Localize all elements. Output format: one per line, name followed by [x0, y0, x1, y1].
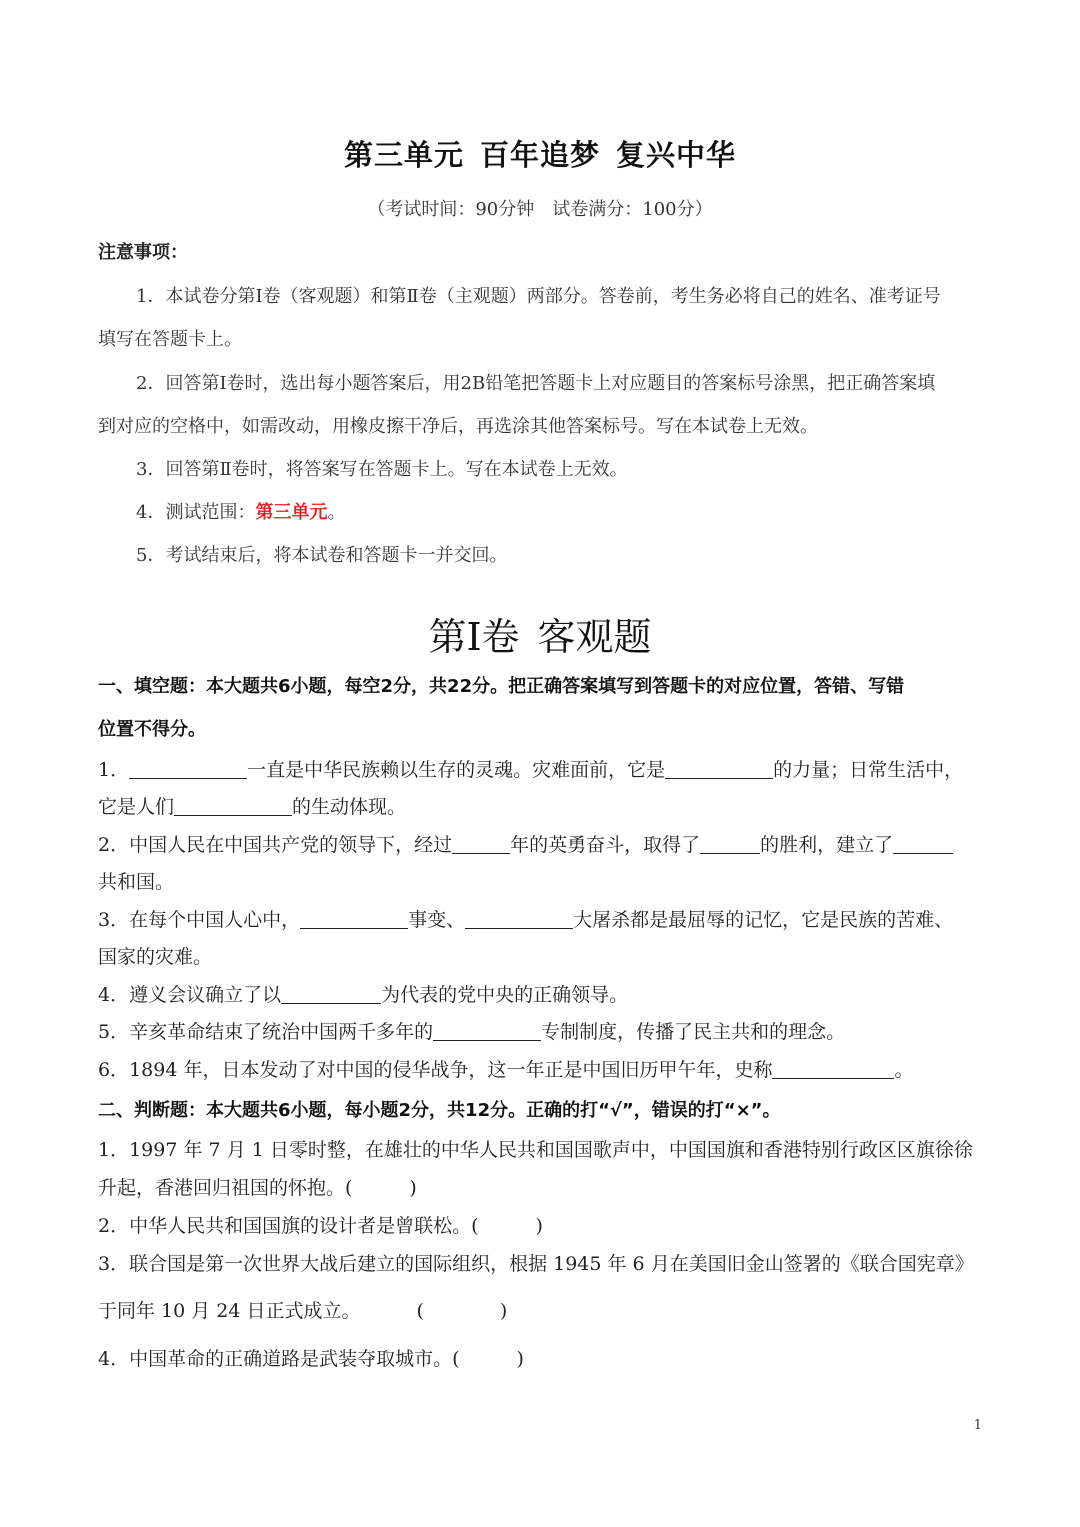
section-title-volume: 第Ⅰ卷 [428, 615, 520, 659]
q3-text-a: 3．在每个中国人心中， [98, 909, 301, 931]
judge-question-3: 3．联合国是第一次世界大战后建立的国际组织，根据 1945 年 6 月在美国旧金山签署的《联合国宪章》 [98, 1253, 974, 1275]
q2-text-b: 年的英勇奋斗，取得了 [510, 834, 701, 856]
fill-question-1 [98, 755, 963, 782]
fill-question-2-cont: 共和国。 [98, 871, 175, 893]
answer-blank[interactable] [129, 758, 247, 779]
notice-item-4-prefix: 4．测试范围： [136, 502, 256, 523]
title-theme-b: 复兴中华 [616, 138, 737, 172]
notice-item-4-suffix: 。 [327, 502, 346, 523]
answer-blank[interactable] [174, 795, 292, 816]
answer-blank[interactable] [772, 1058, 894, 1079]
notice-item-2-cont: 到对应的空格中，如需改动，用橡皮擦干净后，再选涂其他答案标号。写在本试卷上无效。 [98, 416, 818, 437]
answer-parens[interactable]: ( ) [416, 1300, 508, 1322]
judge-question-3-cont [98, 1296, 507, 1323]
judge-question-2: 2．中华人民共和国国旗的设计者是曾联松。( ) [98, 1215, 543, 1237]
answer-blank[interactable] [665, 758, 773, 779]
q1-text-c: 它是人们 [98, 796, 175, 818]
fill-question-4 [98, 980, 628, 1007]
judge-question-4: 4．中国革命的正确道路是武装夺取城市。( ) [98, 1348, 524, 1370]
fill-question-3-cont: 国家的灾难。 [98, 946, 213, 968]
title-unit: 第三单元 [343, 138, 464, 172]
q2-text-a: 2．中国人民在中国共产党的领导下，经过 [98, 834, 453, 856]
q3-text-b: 事变、 [408, 909, 466, 931]
fill-section-heading: 一、填空题：本大题共6小题，每空2分，共22分。把正确答案填写到答题卡的对应位置，答错、写错 [98, 676, 905, 697]
q3-text-c: 大屠杀都是最屈辱的记忆，它是民族的苦难、 [573, 909, 954, 931]
q6-text-b: 。 [894, 1059, 914, 1081]
fill-section-heading-cont: 位置不得分。 [98, 719, 206, 740]
q1-text-b: 的力量；日常生活中， [773, 759, 964, 781]
fill-question-5 [98, 1017, 845, 1044]
answer-blank[interactable] [893, 833, 953, 854]
page-number: 1 [973, 1418, 982, 1433]
notice-item-5: 5．考试结束后，将本试卷和答题卡一并交回。 [136, 545, 508, 566]
section-title-type: 客观题 [537, 615, 652, 659]
q4-text-a: 4．遵义会议确立了以 [98, 984, 282, 1006]
q1-text-a: 一直是中华民族赖以生存的灵魂。灾难面前，它是 [247, 759, 666, 781]
answer-blank[interactable] [452, 833, 510, 854]
q1-text-d: 的生动体现。 [292, 796, 407, 818]
judge-question-1: 1．1997 年 7 月 1 日零时整，在雄壮的中华人民共和国国歌声中，中国国旗和香港特别行政区区旗徐徐 [98, 1139, 973, 1161]
fill-question-3 [98, 905, 953, 932]
section-title [0, 606, 1080, 661]
notice-item-4 [136, 498, 984, 524]
notice-item-1: 1．本试卷分第Ⅰ卷（客观题）和第Ⅱ卷（主观题）两部分。答卷前，考生务必将自己的姓名、准考证号 [136, 286, 941, 307]
answer-blank[interactable] [700, 833, 760, 854]
q3j-text: 于同年 10 月 24 日正式成立。 [98, 1300, 361, 1322]
q5-text-a: 5．辛亥革命结束了统治中国两千多年的 [98, 1021, 434, 1043]
exam-info: （考试时间：90分钟 试卷满分：100分） [367, 199, 713, 220]
page-title [0, 133, 1080, 174]
answer-blank[interactable] [465, 908, 573, 929]
notice-item-2: 2．回答第Ⅰ卷时，选出每小题答案后，用2B铅笔把答题卡上对应题目的答案标号涂黑，把正确答案填 [136, 373, 936, 394]
q2-text-c: 的胜利，建立了 [760, 834, 894, 856]
title-theme-a: 百年追梦 [479, 138, 600, 172]
notice-item-3: 3．回答第Ⅱ卷时，将答案写在答题卡上。写在本试卷上无效。 [136, 459, 628, 480]
q6-text-a: 6．1894 年，日本发动了对中国的侵华战争，这一年正是中国旧历甲午年，史称 [98, 1059, 773, 1081]
q1-number: 1． [98, 759, 130, 781]
answer-blank[interactable] [281, 983, 381, 1004]
notice-item-1-cont: 填写在答题卡上。 [98, 329, 242, 350]
answer-blank[interactable] [433, 1020, 541, 1041]
judge-question-1-cont: 升起，香港回归祖国的怀抱。( ) [98, 1177, 417, 1199]
test-scope: 第三单元 [255, 502, 328, 523]
q4-text-b: 为代表的党中央的正确领导。 [381, 984, 629, 1006]
fill-question-1-cont [98, 792, 406, 819]
judge-section-heading: 二、判断题：本大题共6小题，每小题2分，共12分。正确的打“√”，错误的打“×”。 [98, 1100, 781, 1121]
fill-question-2 [98, 830, 953, 857]
answer-blank[interactable] [300, 908, 408, 929]
fill-question-6 [98, 1055, 914, 1082]
q5-text-b: 专制制度，传播了民主共和的理念。 [541, 1021, 846, 1043]
notice-heading: 注意事项： [98, 242, 188, 263]
